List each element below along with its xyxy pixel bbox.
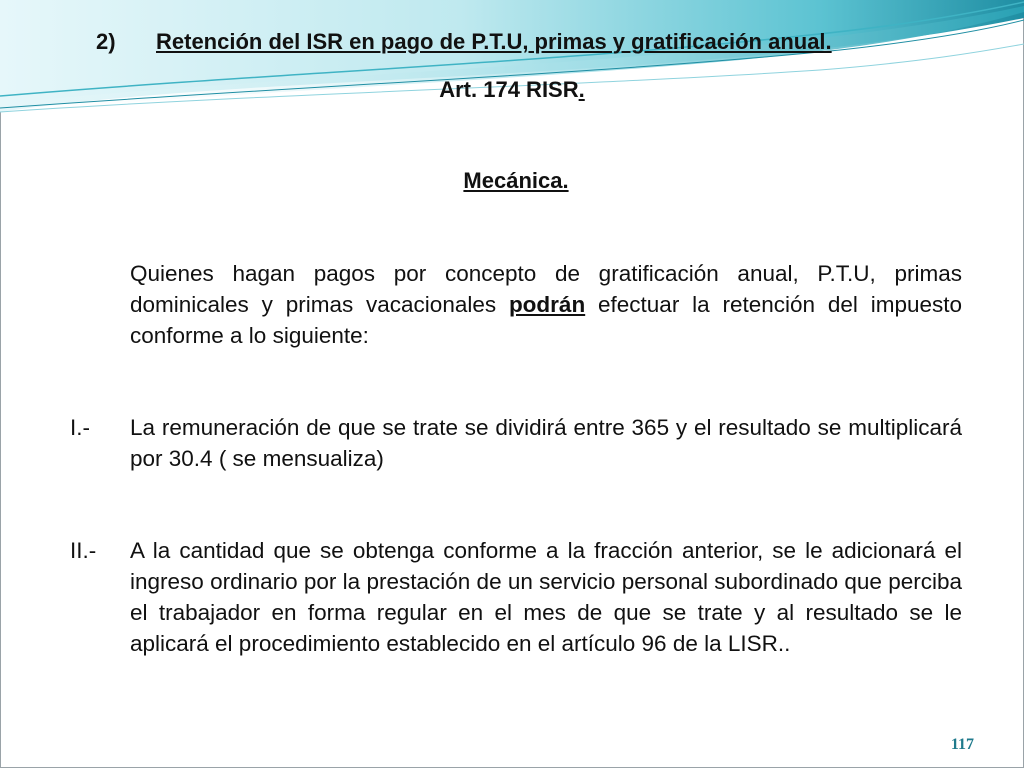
- heading-number: 2): [96, 29, 116, 54]
- list-item-text: La remuneración de que se trate se dividirá entre 365 y el resultado se multiplicará por 30.4 ( se mensualiza): [130, 415, 962, 471]
- list-item-marker: II.-: [70, 538, 97, 563]
- intro-text-before: Quienes hagan pagos por concepto de gratificación anual, P.T.U, primas dominicales y primas vacacionales: [130, 261, 962, 317]
- intro-emphasis: podrán: [508, 292, 586, 317]
- article-reference: [0, 77, 1024, 103]
- heading-title: Retención del ISR en pago de P.T.U, primas y gratificación anual.: [156, 29, 832, 54]
- intro-paragraph: [130, 258, 962, 351]
- intro-text-after: efectuar la retención del impuesto conforme a lo siguiente:: [130, 292, 962, 348]
- article-suffix: .: [578, 77, 585, 102]
- section-title: Mecánica.: [463, 168, 569, 193]
- slide-heading: [96, 29, 956, 55]
- page-number: 117: [950, 736, 974, 753]
- list-item-marker: I.-: [70, 415, 90, 440]
- header-wave-decoration: [0, 0, 1024, 130]
- list-item-text: A la cantidad que se obtenga conforme a la fracción anterior, se le adicionará el ingreso ordinario por la prestación de un servicio personal subordinado que perciba el trabajador en forma regular en el mes de que se trate y al resultado se le aplicará el procedimiento establecido en el artículo 96 de la LISR..: [130, 538, 962, 656]
- article-text: Art. 174 RISR: [439, 77, 579, 102]
